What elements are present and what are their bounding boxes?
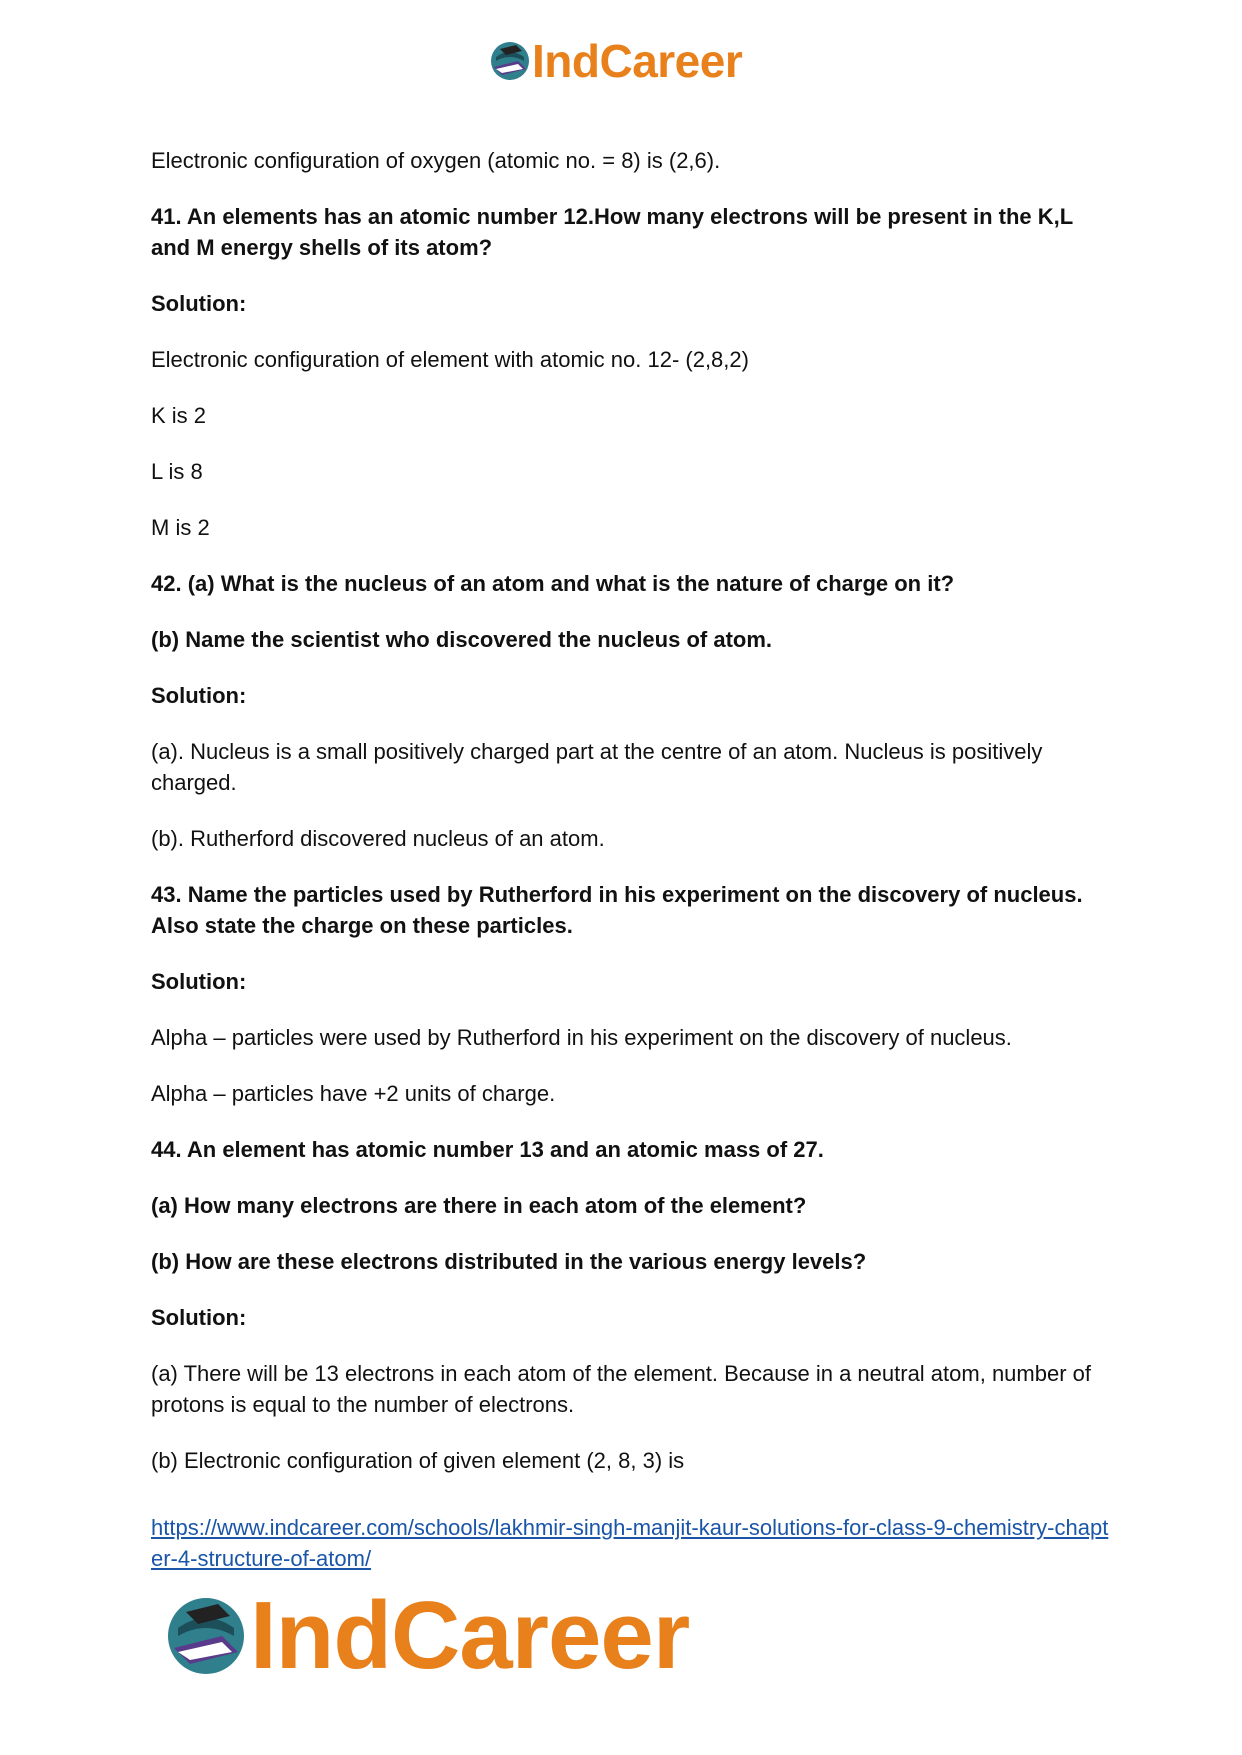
answer-text: (b). Rutherford discovered nucleus of an atom. bbox=[151, 826, 605, 851]
answer-text: (a). Nucleus is a small positively charged part at the centre of an atom. Nucleus is positively charged. bbox=[151, 739, 1043, 795]
question-text: (a) How many electrons are there in each atom of the element? bbox=[151, 1193, 807, 1218]
answer-text: K is 2 bbox=[151, 403, 207, 428]
answer-text: (a) There will be 13 electrons in each atom of the element. Because in a neutral atom, number of protons is equal to the number of electrons. bbox=[151, 1361, 1091, 1417]
brand-name: IndCareer bbox=[532, 35, 743, 87]
question-text: (b) Name the scientist who discovered the nucleus of atom. bbox=[151, 627, 773, 652]
document-body bbox=[151, 145, 1096, 1501]
answer-text: Alpha – particles were used by Rutherford in his experiment on the discovery of nucleus. bbox=[151, 1025, 1012, 1050]
question-text: 44. An element has atomic number 13 and an atomic mass of 27. bbox=[151, 1137, 824, 1162]
question-text: 43. Name the particles used by Rutherford in his experiment on the discovery of nucleus. Also state the charge on these particles. bbox=[151, 882, 1083, 938]
question-text: (b) How are these electrons distributed in the various energy levels? bbox=[151, 1249, 867, 1274]
question-text: 41. An elements has an atomic number 12.How many electrons will be present in the K,L and M energy shells of its atom? bbox=[151, 204, 1073, 260]
question-text: Solution: bbox=[151, 969, 247, 994]
source-link[interactable]: https://www.indcareer.com/schools/lakhmir-singh-manjit-kaur-solutions-for-class-9-chemistry-chapter-4-structure-of-atom/ bbox=[151, 1515, 1109, 1571]
answer-text: Electronic configuration of element with atomic no. 12- (2,8,2) bbox=[151, 347, 749, 372]
globe-book-icon bbox=[162, 1592, 250, 1680]
answer-text: M is 2 bbox=[151, 515, 210, 540]
globe-book-icon bbox=[488, 39, 532, 83]
question-text: Solution: bbox=[151, 683, 247, 708]
question-text: Solution: bbox=[151, 1305, 247, 1330]
footer-logo bbox=[162, 1582, 690, 1689]
brand-name: IndCareer bbox=[250, 1582, 690, 1689]
answer-text: Alpha – particles have +2 units of charge. bbox=[151, 1081, 556, 1106]
header-logo bbox=[488, 35, 743, 87]
answer-text: Electronic configuration of oxygen (atomic no. = 8) is (2,6). bbox=[151, 148, 721, 173]
answer-text: L is 8 bbox=[151, 459, 203, 484]
question-text: Solution: bbox=[151, 291, 247, 316]
answer-text: (b) Electronic configuration of given element (2, 8, 3) is bbox=[151, 1448, 685, 1473]
question-text: 42. (a) What is the nucleus of an atom and what is the nature of charge on it? bbox=[151, 571, 955, 596]
